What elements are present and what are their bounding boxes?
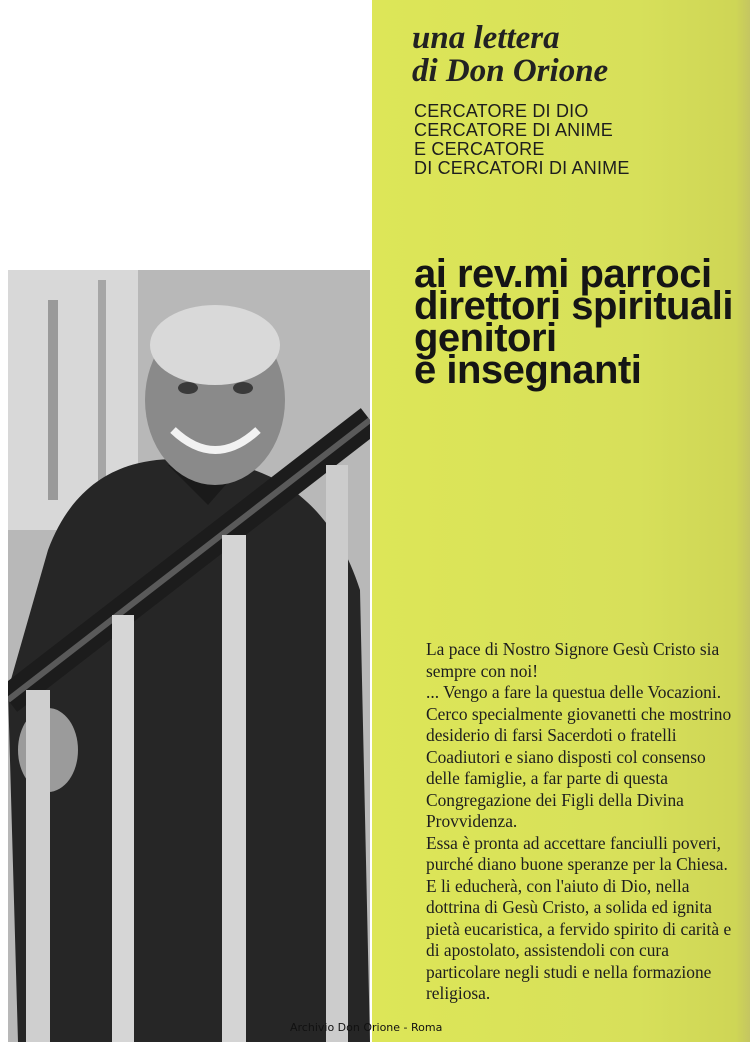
headline	[414, 252, 733, 392]
tagline-line: CERCATORE DI ANIME	[414, 120, 613, 140]
headline-line: genitori	[414, 316, 557, 360]
tagline-line: E CERCATORE	[414, 139, 545, 159]
letter-paragraph: La pace di Nostro Signore Gesù Cristo sia sempre con noi!	[426, 639, 720, 681]
letter-title	[412, 22, 608, 88]
portrait-illustration	[8, 270, 370, 1042]
letter-paragraph: Essa è pronta ad accettare fanciulli poveri, purché diano buone speranze per la Chiesa. E li educherà, con l'aiuto di Dio, nella dottrina di Gesù Cristo, a solida ed ignita pietà eucaristica, a fervido spirito di carità e di apostolato, assistendoli con cura particolare negli studi e nella formazione religiosa.	[426, 832, 732, 1003]
title-line-1: una lettera	[412, 20, 560, 56]
archive-caption: Archivio Don Orione - Roma	[290, 1021, 443, 1034]
title-line-2: di Don Orione	[412, 53, 609, 89]
portrait-photo	[8, 270, 370, 1042]
page-edge-shadow	[736, 0, 750, 1042]
letter-paragraph: ... Vengo a fare la questua delle Vocazioni. Cerco specialmente giovanetti che mostrino desiderio di farsi Sacerdoti o fratelli Coadiutori e siano disposti col consenso delle famiglie, a far parte di questa Congregazione dei Figli della Divina Provvidenza.	[426, 682, 732, 831]
blank-area	[0, 0, 372, 270]
headline-line: e insegnanti	[414, 348, 642, 392]
headline-line: direttori spirituali	[414, 284, 733, 328]
tagline-line: DI CERCATORI DI ANIME	[414, 158, 630, 178]
headline-line: ai rev.mi parroci	[414, 252, 712, 296]
tagline-line: CERCATORE DI DIO	[414, 101, 589, 121]
tagline	[414, 102, 630, 178]
letter-body	[426, 639, 738, 1005]
